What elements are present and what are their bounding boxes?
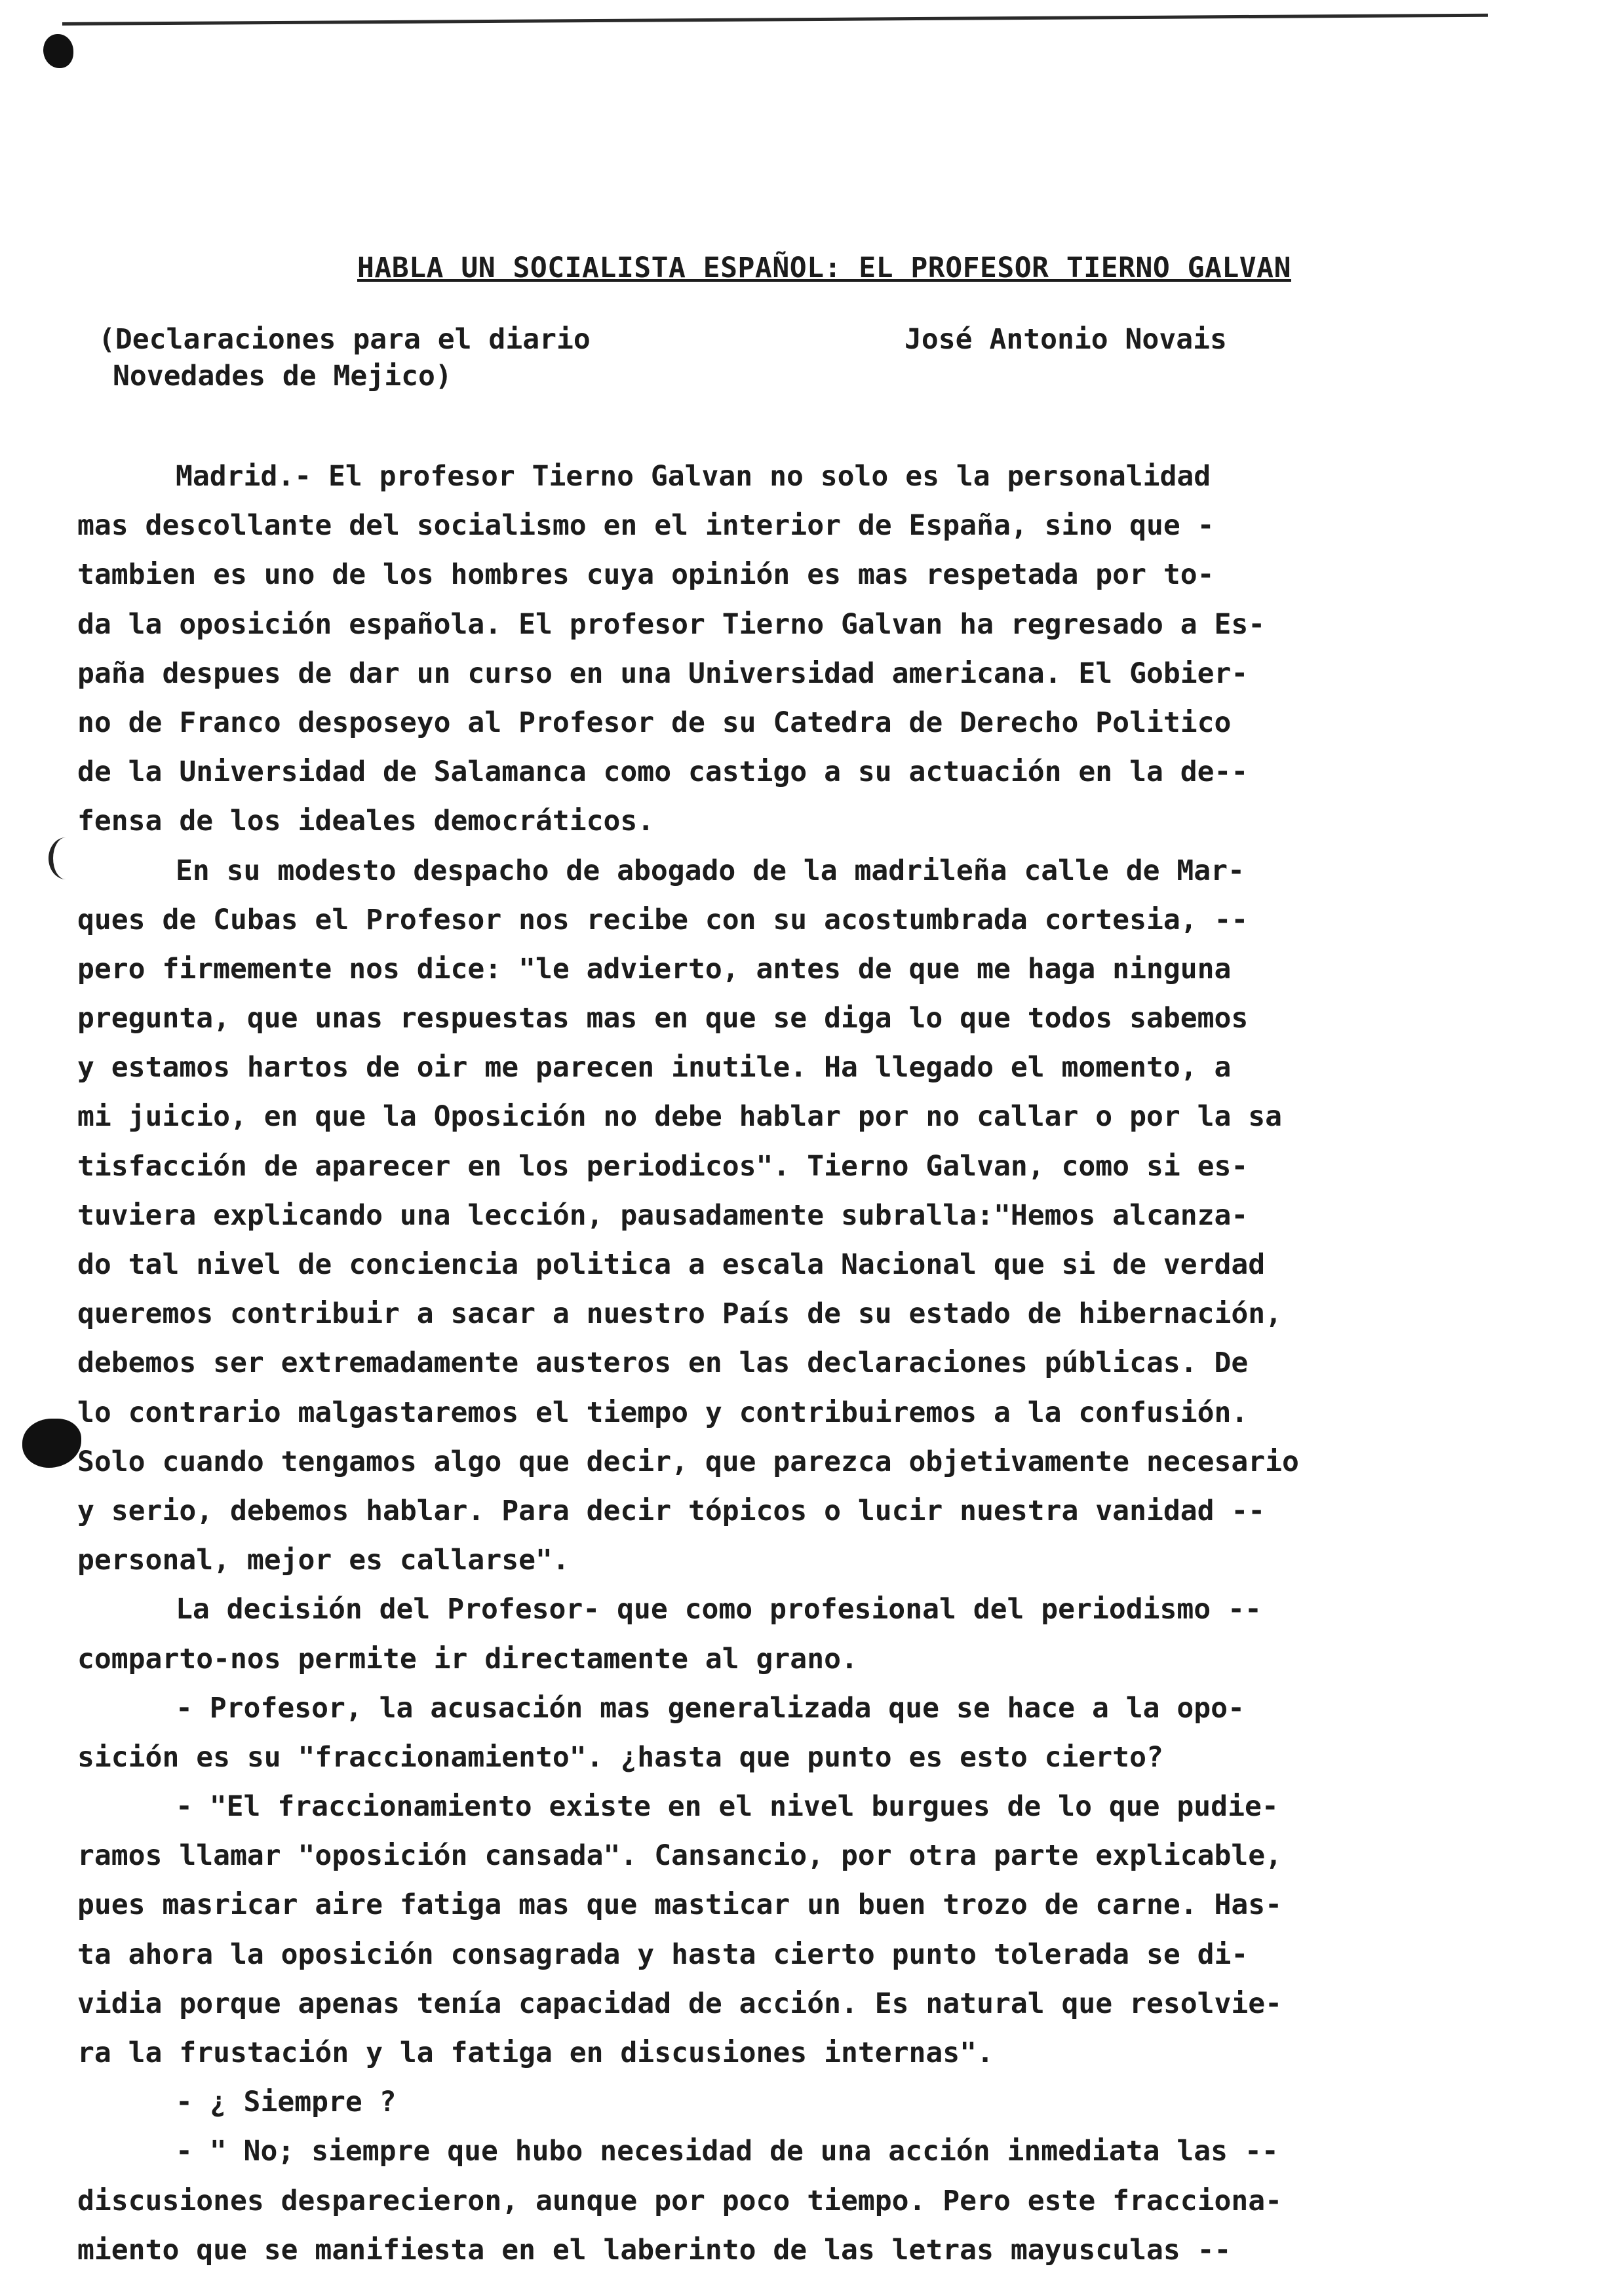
body-line: discusiones desparecieron, aunque por poco tiempo. Pero este fracciona- — [77, 2184, 1283, 2217]
article-headline: HABLA UN SOCIALISTA ESPAÑOL: EL PROFESOR TIERNO GALVAN — [357, 252, 1291, 284]
body-line: Madrid.- El profesor Tierno Galvan no solo es la personalidad — [176, 460, 1211, 493]
body-line: pregunta, que unas respuestas mas en que se diga lo que todos sabemos — [77, 1002, 1249, 1035]
body-line: La decisión del Profesor- que como profesional del periodismo -- — [176, 1593, 1262, 1626]
article-author: José Antonio Novais — [905, 323, 1227, 356]
body-line: comparto-nos permite ir directamente al grano. — [77, 1642, 858, 1675]
source-note-line-1: (Declaraciones para el diario — [98, 323, 591, 356]
body-line: En su modesto despacho de abogado de la madrileña calle de Mar- — [176, 854, 1245, 887]
body-line: de la Universidad de Salamanca como castigo a su actuación en la de-- — [77, 756, 1249, 789]
body-line: ra la frustación y la fatiga en discusiones internas". — [77, 2037, 994, 2069]
source-note-line-2: Novedades de Mejico) — [113, 360, 452, 392]
body-line: ramos llamar "oposición cansada". Cansancio, por otra parte explicable, — [77, 1839, 1283, 1873]
body-line: tambien es uno de los hombres cuya opinión es mas respetada por to- — [77, 558, 1215, 592]
body-line: queremos contribuir a sacar a nuestro País de su estado de hibernación, — [77, 1297, 1283, 1331]
body-line: Solo cuando tengamos algo que decir, que parezca objetivamente necesario — [77, 1445, 1299, 1478]
punch-hole-mark-top — [43, 34, 73, 68]
body-line: mas descollante del socialismo en el interior de España, sino que - — [77, 509, 1215, 543]
body-line: vidia porque apenas tenía capacidad de acción. Es natural que resolvie- — [77, 1987, 1283, 2020]
body-line: do tal nivel de conciencia politica a escala Nacional que si de verdad — [77, 1248, 1266, 1281]
body-line: - Profesor, la acusación mas generalizada que se hace a la opo- — [176, 1691, 1245, 1725]
body-line: - " No; siempre que hubo necesidad de una acción inmediata las -- — [176, 2135, 1279, 2168]
body-line: no de Franco desposeyo al Profesor de su Catedra de Derecho Politico — [77, 706, 1232, 739]
body-line: miento que se manifiesta en el laberinto de las letras mayusculas -- — [77, 2233, 1232, 2267]
scan-top-rule — [62, 14, 1488, 26]
body-line: lo contrario malgastaremos el tiempo y contribuiremos a la confusión. — [77, 1396, 1249, 1429]
body-line: debemos ser extremadamente austeros en las declaraciones públicas. De — [77, 1347, 1249, 1380]
body-line: - ¿ Siempre ? — [176, 2086, 397, 2119]
body-line: y estamos hartos de oir me parecen inutile. Ha llegado el momento, a — [77, 1051, 1232, 1084]
body-line: y serio, debemos hablar. Para decir tópicos o lucir nuestra vanidad -- — [77, 1494, 1266, 1527]
body-line: pero firmemente nos dice: "le advierto, antes de que me haga ninguna — [77, 952, 1232, 985]
body-line: pues masricar aire fatiga mas que masticar un buen trozo de carne. Has- — [77, 1888, 1283, 1922]
body-line: tisfacción de aparecer en los periodicos". Tierno Galvan, como si es- — [77, 1149, 1249, 1183]
body-line: ta ahora la oposición consagrada y hasta cierto punto tolerada se di- — [77, 1938, 1249, 1971]
source-note — [98, 321, 591, 394]
body-line: - "El fraccionamiento existe en el nivel burgues de lo que pudie- — [176, 1790, 1279, 1824]
body-line: paña despues de dar un curso en una Universidad americana. El Gobier- — [77, 657, 1249, 690]
body-line: ques de Cubas el Profesor nos recibe con su acostumbrada cortesia, -- — [77, 903, 1249, 936]
punch-hole-mark-middle — [22, 1419, 81, 1468]
article-body — [77, 452, 1565, 2275]
body-line: da la oposición española. El profesor Tierno Galvan ha regresado a Es- — [77, 607, 1266, 641]
body-line: sición es su "fraccionamiento". ¿hasta que punto es esto cierto? — [77, 1740, 1163, 1774]
body-line: tuviera explicando una lección, pausadamente subralla:"Hemos alcanza- — [77, 1198, 1249, 1232]
body-line: fensa de los ideales democráticos. — [77, 805, 655, 838]
body-line: personal, mejor es callarse". — [77, 1544, 570, 1577]
body-line: mi juicio, en que la Oposición no debe hablar por no callar o por la sa — [77, 1100, 1283, 1134]
